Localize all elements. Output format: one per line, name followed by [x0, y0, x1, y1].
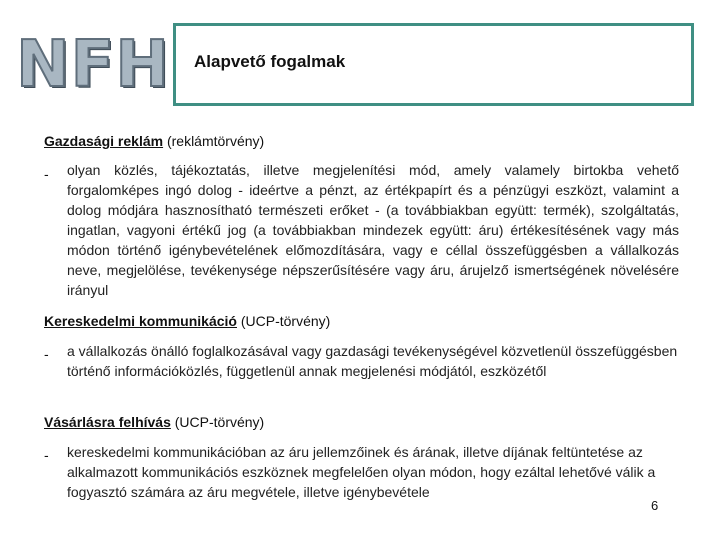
bullet-dash: - — [44, 447, 49, 463]
definition-paragraph: kereskedelmi kommunikációban az áru jellemzőinek és árának, illetve díjának feltüntetése az alkalmazott kommunikációs eszköznek megfelelően olyan módon, hogy ezáltal lehetővé válik a fogyasztó számára az áru megvétele, illetve igénybevétele — [67, 444, 656, 500]
section-heading-gazdasagi-reklam — [44, 133, 264, 149]
section-heading-text: Kereskedelmi kommunikáció — [44, 313, 237, 329]
section-heading-text: Vásárlásra felhívás — [44, 414, 171, 430]
definition-paragraph: olyan közlés, tájékoztatás, illetve megjelenítési mód, amely valamely birtokba vehető forgalomképes ingó dolog - ideértve a pénzt, az értékpapírt és a pénzügyi eszközt, valamint a dolog módjára hasznosítható természeti erőket - (a továbbiakban együtt: termék), szolgáltatás, ingatlan, vagyoni értékű jog (a továbbiakban mindezek együtt: áru) értékesítésének vagy más módon történő igénybevételének előmozdítására, vagy e céllal összefüggésben a vállalkozás neve, megjelölése, tevékenysége népszerűsítésére vagy áru, árujelző ismertségének növelésére irányul — [67, 162, 679, 298]
title-frame — [173, 23, 694, 106]
section-heading-vasarlasra-felhivas — [44, 414, 264, 430]
page-title: Alapvető fogalmak — [194, 52, 346, 71]
bullet-dash: - — [44, 166, 49, 182]
section-heading-kereskedelmi-kommunikacio — [44, 313, 330, 329]
section-heading-law: (UCP-törvény) — [236, 313, 331, 329]
nfh-logo — [18, 20, 168, 110]
section-heading-law: (reklámtörvény) — [163, 133, 265, 149]
section-heading-text: Gazdasági reklám — [44, 133, 164, 149]
page-number: 6 — [651, 498, 659, 513]
definition-paragraph: a vállalkozás önálló foglalkozásával vagy gazdasági tevékenységével közvetlenül összefüggésben történő információközlés, függetlenül annak megjelenési módjától, eszközétől — [67, 343, 678, 379]
nfh-logo-text: NFH — [16, 28, 170, 102]
bullet-dash: - — [44, 346, 49, 362]
section-heading-law: (UCP-törvény) — [170, 414, 265, 430]
